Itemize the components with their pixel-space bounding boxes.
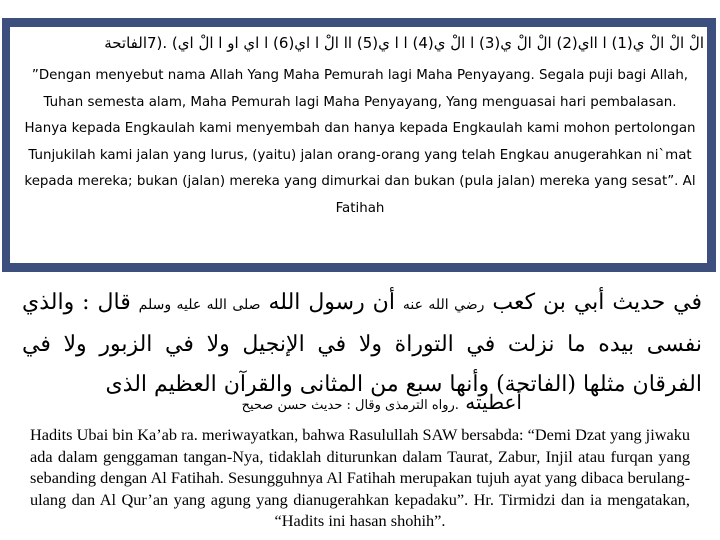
hadith-arabic-text <box>22 283 702 405</box>
hadith-arabic-part1: في حديث أبي بن كعب <box>492 290 703 315</box>
hadith-arabic-part3: قال : والذي نفسى بيده ما نزلت في التوراة ولا في الإنجيل ولا في الزبور ولا في الفرقان مثلها (الفاتحة) وأنها سبع من المثانى والقرآن العظيم الذى <box>22 290 702 397</box>
hadith-arabic-ref2: صلى الله عليه وسلم <box>138 297 261 313</box>
hadith-arabic-last-word: أعطيته <box>465 390 522 414</box>
hadith-arabic-closing <box>22 390 522 414</box>
hadith-arabic-source: .رواه الترمذى وقال : حديث حسن صحيح <box>241 398 459 413</box>
hadith-arabic-ref1: رضي الله عنه <box>402 297 485 313</box>
al-fatihah-arabic-verse: الْ الْ الْ ي(1) ا ااي(2) الْ الْ ي(3) ا الْ ي(4) ا ا ي(5) اا الْ ا اي(6) ا اي او ا الْ اي) .(7الفاتحة <box>104 34 704 52</box>
hadith-indonesian-translation: Hadits Ubai bin Ka’ab ra. meriwayatkan, bahwa Rasulullah SAW bersabda: “Demi Dzat yang jiwaku ada dalam genggaman tangan-Nya, tidaklah diturunkan dalam Taurat, Zabur, Injil atau furqan yang sebanding dengan Al Fatihah. Sesungguhnya Al Fatihah merupakan tujuh ayat yang dibaca berulang-ulang dan Al Qur’an yang agung yang dianugerahkan kepadaku”. Hr. Tirmidzi dan ia mengatakan, “Hadits ini hasan shohih”. <box>30 425 690 530</box>
al-fatihah-translation: ”Dengan menyebut nama Allah Yang Maha Pemurah lagi Maha Penyayang. Segala puji bagi Allah, Tuhan semesta alam, Maha Pemurah lagi Maha Penyayang, Yang menguasai hari pembalasan. Hanya kepada Engkaulah kami menyembah dan hanya kepada Engkaulah kami mohon pertolongan Tunjukilah kami jalan yang lurus, (yaitu) jalan orang-orang yang telah Engkau anugerahkan ni`mat kepada mereka; bukan (jalan) mereka yang dimurkai dan bukan (pula jalan) mereka yang sesat”. Al Fatihah <box>24 68 696 216</box>
hadith-arabic-part2: أن رسول الله <box>268 290 395 315</box>
